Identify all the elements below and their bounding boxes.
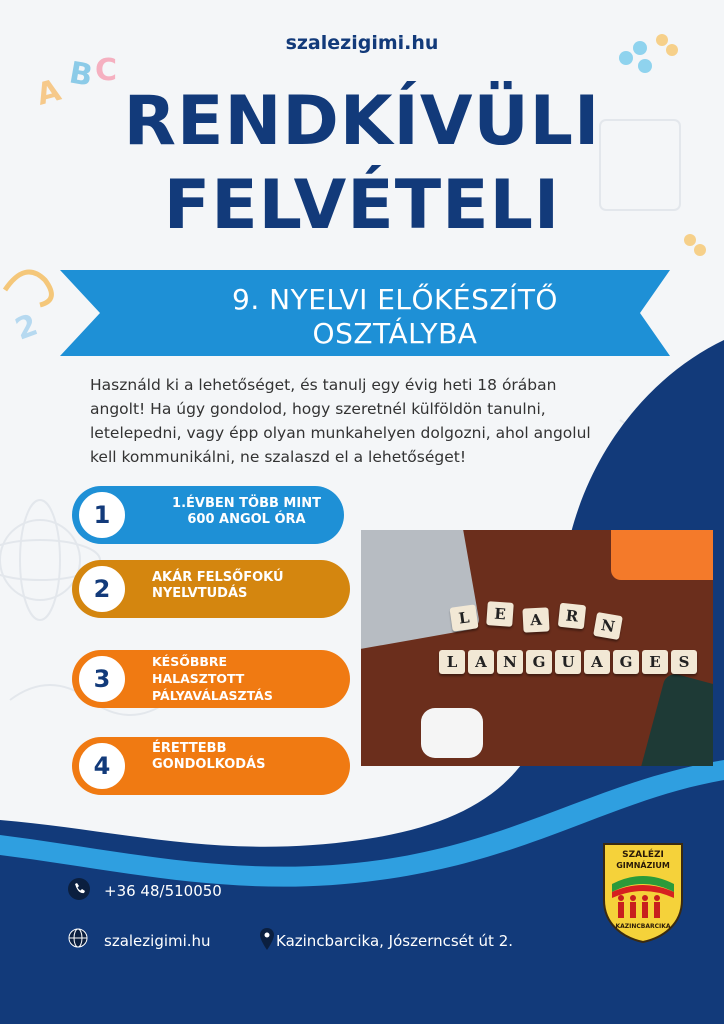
site-url-top[interactable]: szalezigimi.hu [285, 32, 439, 54]
tiles-languages [439, 650, 699, 680]
logo-line-2: GIMNÁZIUM [616, 861, 670, 870]
letter-tile: U [555, 650, 581, 674]
phone-number[interactable]: +36 48/510050 [104, 882, 222, 900]
title-line-1: RENDKÍVÜLI [123, 82, 601, 161]
phone-icon [68, 878, 90, 900]
benefit-number: 3 [76, 653, 128, 705]
intro-paragraph: Használd ki a lehetőséget, és tanulj egy évig heti 18 órában angolt! Ha úgy gondolod, hogy szeretnél külföldön tanulni, letelepedni, vagy épp olyan munkahelyen dolgozni, ahol angolul kell kommunikálni, ne szalaszd el a lehetőséget! [90, 376, 591, 466]
title-line-2: FELVÉTELI [163, 166, 561, 245]
svg-text:B: B [66, 55, 96, 94]
letter-tile: E [642, 650, 668, 674]
benefit-text: AKÁR FELSŐFOKÚ NYELVTUDÁS [152, 570, 284, 601]
phone-object [638, 672, 713, 766]
letter-tile: S [671, 650, 697, 674]
letter-tile: R [558, 603, 586, 630]
letter-tile: A [584, 650, 610, 674]
letter-tile: A [468, 650, 494, 674]
letter-tile: L [449, 604, 478, 631]
website-link[interactable]: szalezigimi.hu [104, 932, 211, 950]
letter-tile: L [439, 650, 465, 674]
benefit-text: 1.ÉVBEN TÖBB MINT 600 ANGOL ÓRA [172, 496, 321, 527]
benefit-pill-3 [72, 650, 350, 708]
school-logo [602, 840, 684, 944]
logo-line-1: SZALÉZI [622, 850, 664, 860]
svg-text:A: A [33, 72, 65, 113]
tiles-learn [451, 602, 641, 642]
subtitle-line-1: 9. NYELVI ELŐKÉSZÍTŐ [232, 283, 558, 316]
address: Kazincbarcika, Jószerncsét út 2. [276, 932, 514, 950]
benefit-text: KÉSŐBBRE HALASZTOTT PÁLYAVÁLASZTÁS [152, 654, 273, 703]
benefit-pill-4 [72, 737, 350, 795]
letter-tile: N [497, 650, 523, 674]
subtitle [175, 283, 615, 351]
benefit-number: 2 [76, 563, 128, 615]
svg-text:C: C [95, 53, 118, 88]
location-pin-icon [260, 928, 274, 950]
subtitle-line-2: OSZTÁLYBA [312, 317, 478, 350]
svg-text:2: 2 [10, 307, 43, 348]
earbuds-case [421, 708, 483, 758]
learn-languages-photo [361, 530, 713, 766]
letter-tile: A [522, 607, 549, 632]
letter-tile: E [486, 601, 514, 627]
letter-tile: G [613, 650, 639, 674]
globe-icon [68, 928, 88, 948]
letter-tile: N [593, 612, 623, 640]
benefit-pill-2 [72, 560, 350, 618]
benefit-number: 4 [76, 740, 128, 792]
benefit-pill-1 [72, 486, 344, 544]
orange-case [611, 530, 713, 580]
logo-bottom: KAZINCBARCIKA [615, 923, 671, 930]
letter-tile: G [526, 650, 552, 674]
benefit-number: 1 [76, 489, 128, 541]
benefit-text: ÉRETTEBB GONDOLKODÁS [152, 741, 266, 772]
